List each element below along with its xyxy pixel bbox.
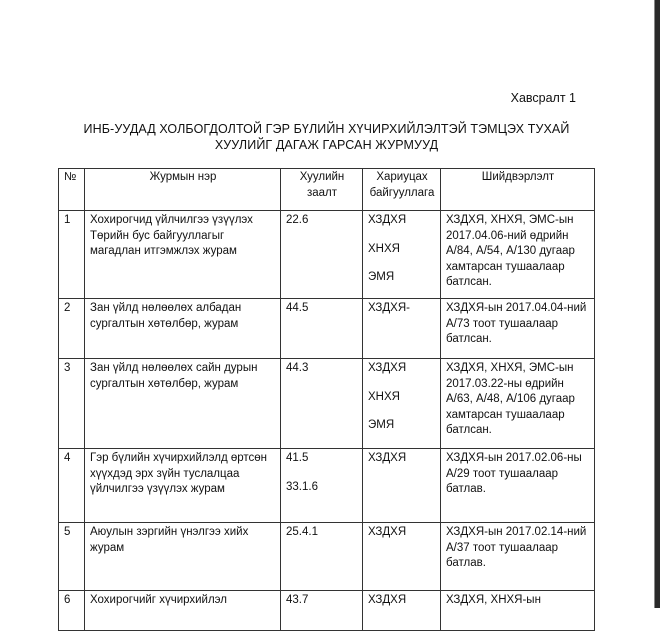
header-org-line-1: Хариуцах	[376, 171, 428, 183]
cell-name: Хохирогчид үйлчилгээ үзүүлэх Төрийн бус байгууллагыг магадлан итгэмжлэх журам	[85, 211, 281, 299]
table-row	[59, 449, 595, 523]
table-row	[59, 211, 595, 299]
header-org-line-2: байгууллага	[369, 186, 435, 199]
cell-law-ref	[281, 523, 363, 591]
header-no: №	[59, 169, 85, 211]
org-value: ХЗДХЯ	[368, 362, 407, 374]
cell-decision: ХЗДХЯ-ын 2017.02.06-ны А/29 тоот тушаалаар батлав.	[441, 449, 595, 523]
cell-orgs	[363, 449, 441, 523]
title-line-2: ХУУЛИЙГ ДАГАЖ ГАРСАН ЖУРМУУД	[214, 138, 439, 152]
cell-name: Аюулын зэргийн үнэлгээ хийх журам	[85, 523, 281, 591]
table-row	[59, 299, 595, 359]
law-ref-value: 43.7	[286, 594, 309, 606]
org-value: ХЗДХЯ	[368, 452, 407, 464]
appendix-label: Хавсралт 1	[510, 91, 576, 105]
cell-no: 6	[59, 591, 85, 631]
org-value: ЭМЯ	[368, 271, 395, 283]
org-value: ХЗДХЯ	[368, 214, 407, 226]
cell-name: Зан үйлд нөлөөлөх албадан сургалтын хөтөлбөр, журам	[85, 299, 281, 359]
cell-no: 2	[59, 299, 85, 359]
cell-law-ref	[281, 211, 363, 299]
cell-name: Хохирогчийг хүчирхийлэл	[85, 591, 281, 631]
law-ref-value: 44.5	[286, 302, 309, 314]
org-value: ХЗДХЯ	[368, 594, 407, 606]
cell-decision: ХЗДХЯ, ХНХЯ-ын	[441, 591, 595, 631]
cell-law-ref	[281, 449, 363, 523]
rules-table	[58, 168, 595, 631]
org-value: ЭМЯ	[368, 419, 395, 431]
cell-law-ref	[281, 299, 363, 359]
viewer-frame-edge	[655, 0, 660, 608]
table-row	[59, 591, 595, 631]
cell-orgs	[363, 591, 441, 631]
cell-decision: ХЗДХЯ-ын 2017.02.14-ний А/37 тоот тушаалаар батлав.	[441, 523, 595, 591]
cell-name: Зан үйлд нөлөөлөх сайн дурын сургалтын хөтөлбөр, журам	[85, 359, 281, 449]
org-value: ХНХЯ	[368, 242, 400, 255]
org-value: ХЗДХЯ-	[368, 302, 410, 314]
cell-no: 4	[59, 449, 85, 523]
table-row	[59, 523, 595, 591]
header-law-ref-line-2: заалт	[306, 186, 338, 199]
header-decision: Шийдвэрлэлт	[441, 169, 595, 211]
law-ref-value: 22.6	[286, 214, 309, 226]
law-ref-value: 41.5	[286, 452, 309, 464]
cell-decision: ХЗДХЯ-ын 2017.04.04-ний А/73 тоот тушаалаар батлсан.	[441, 299, 595, 359]
table-row	[59, 359, 595, 449]
cell-decision: ХЗДХЯ, ХНХЯ, ЭМС-ын 2017.03.22-ны өдрийн А/63, А/48, А/106 дугаар хамтарсан тушаалаар батлсан.	[441, 359, 595, 449]
table-header-row	[59, 169, 595, 211]
cell-law-ref	[281, 359, 363, 449]
cell-decision: ХЗДХЯ, ХНХЯ, ЭМС-ын 2017.04.06-ний өдрийн А/84, А/54, А/130 дугаар хамтарсан тушаалаар батлсан.	[441, 211, 595, 299]
law-ref-value: 33.1.6	[286, 480, 318, 493]
cell-orgs	[363, 211, 441, 299]
law-ref-value: 44.3	[286, 362, 309, 374]
org-value: ХНХЯ	[368, 390, 400, 403]
org-value: ХЗДХЯ	[368, 526, 407, 538]
document-title	[60, 121, 593, 153]
cell-orgs	[363, 299, 441, 359]
cell-orgs	[363, 523, 441, 591]
cell-orgs	[363, 359, 441, 449]
cell-no: 5	[59, 523, 85, 591]
header-name: Журмын нэр	[85, 169, 281, 211]
law-ref-value: 25.4.1	[286, 526, 318, 538]
title-line-1: ИНБ-УУДАД ХОЛБОГДОЛТОЙ ГЭР БҮЛИЙН ХҮЧИРХИЙЛЭЛТЭЙ ТЭМЦЭХ ТУХАЙ	[83, 122, 570, 136]
header-org	[363, 169, 441, 211]
cell-no: 3	[59, 359, 85, 449]
cell-name: Гэр бүлийн хүчирхийлэлд өртсөн хүүхдэд эрх зүйн туслалцаа үйлчилгээ үзүүлэх журам	[85, 449, 281, 523]
cell-law-ref	[281, 591, 363, 631]
header-law-ref-line-1: Хуулийн	[299, 171, 345, 183]
cell-no: 1	[59, 211, 85, 299]
header-law-ref	[281, 169, 363, 211]
